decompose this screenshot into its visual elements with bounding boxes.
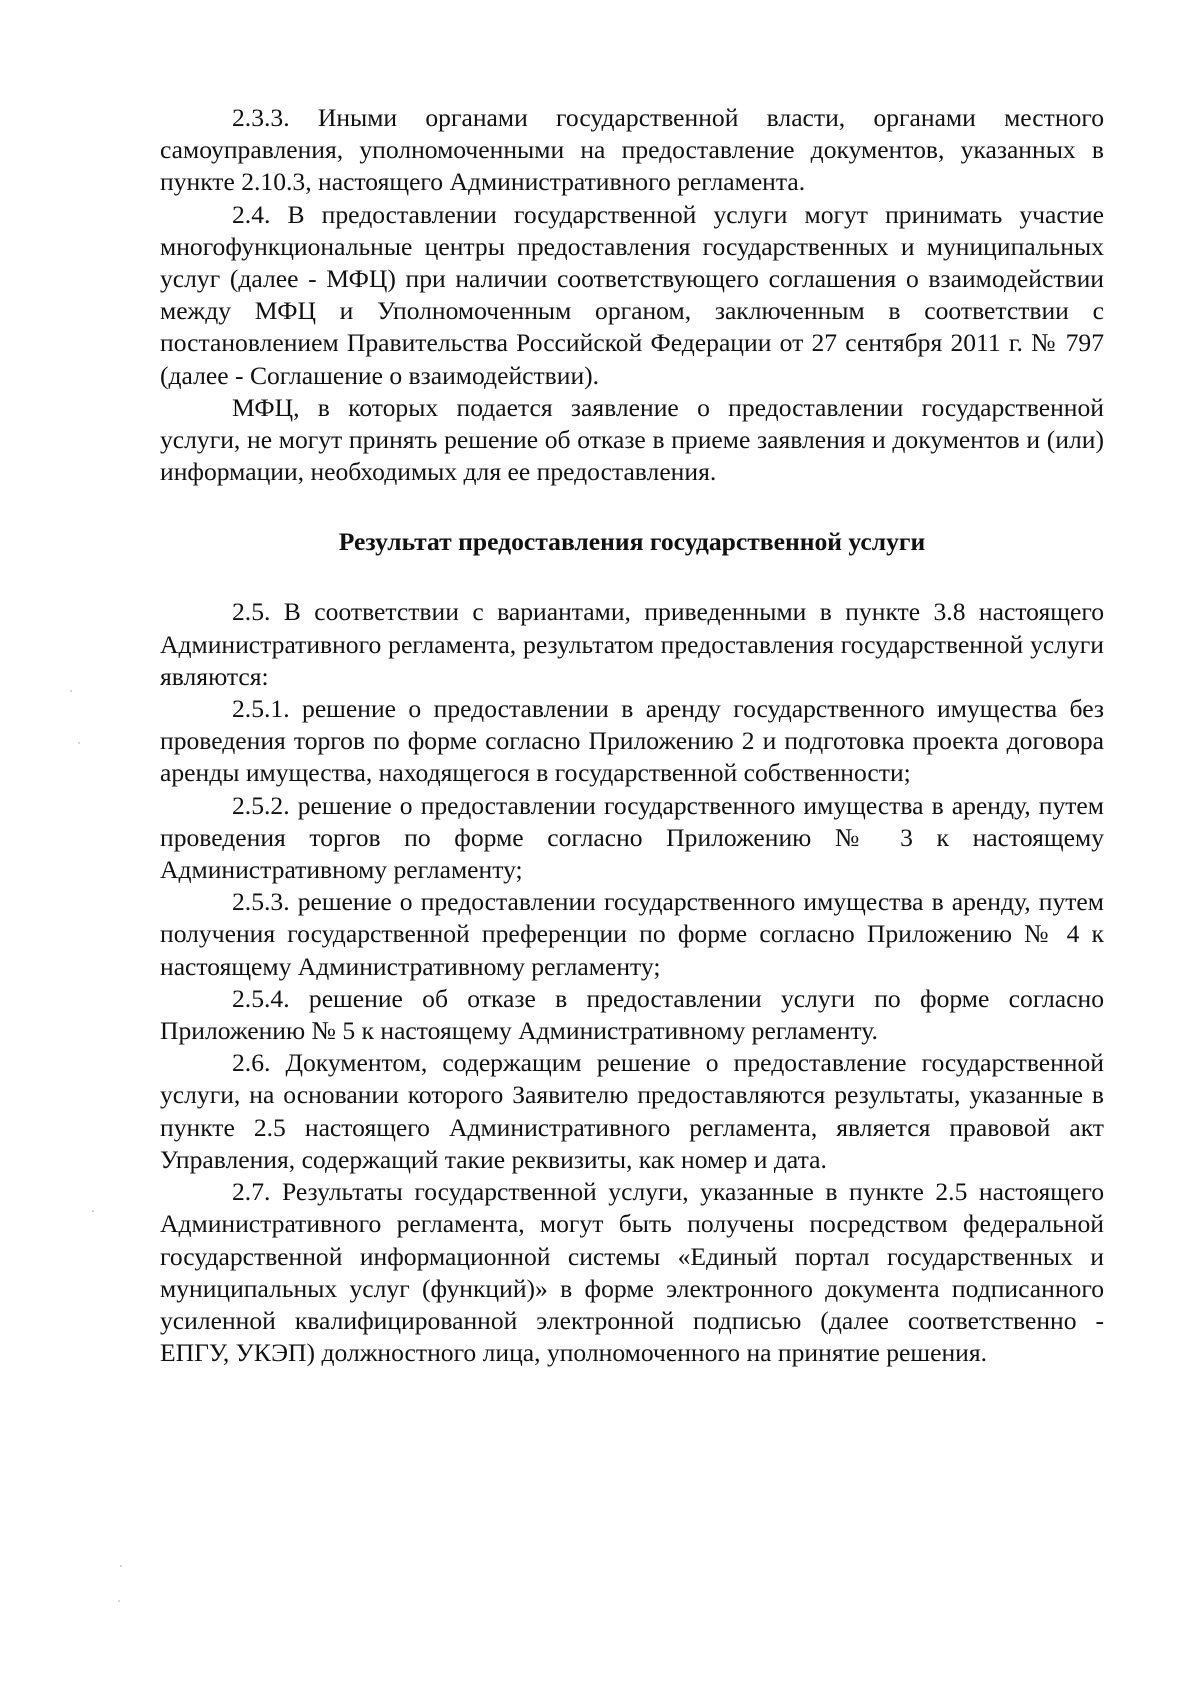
paragraph-2-3-3: 2.3.3. Иными органами государственной власти, органами местного самоуправления, уполномоченными на предоставление документов, указанных в пункте 2.10.3, настоящего Административного регламента. xyxy=(160,103,1104,197)
paragraph-2-5-1: 2.5.1. решение о предоставлении в аренду государственного имущества без проведения торгов по форме согласно Приложению 2 и подготовка проекта договора аренды имущества, находящегося в государственной собственности; xyxy=(160,694,1104,788)
scan-speck xyxy=(92,1210,94,1212)
scan-speck xyxy=(78,742,80,744)
paragraph-2-7: 2.7. Результаты государственной услуги, указанные в пункте 2.5 настоящего Административного регламента, могут быть получены посредством федеральной государственной информационной системы «Единый портал государственных и муниципальных услуг (функций)» в форме электронного документа подписанного усиленной квалифицированной электронной подписью (далее соответственно - ЕПГУ, УКЭП) должностного лица, уполномоченного на принятие решения. xyxy=(160,1177,1104,1368)
paragraph-2-5: 2.5. В соответствии с вариантами, приведенными в пункте 3.8 настоящего Административного регламента, результатом предоставления государственной услуги являются: xyxy=(160,597,1104,691)
paragraph-mfc: МФЦ, в которых подается заявление о предоставлении государственной услуги, не могут принять решение об отказе в приеме заявления и документов и (или) информации, необходимых для ее предоставления. xyxy=(160,392,1104,487)
scan-speck xyxy=(120,1565,122,1567)
scan-speck xyxy=(118,1600,120,1602)
paragraph-2-6: 2.6. Документом, содержащим решение о предоставление государственной услуги, на основании которого Заявителю предоставляются результаты, указанные в пункте 2.5 настоящего Административного регламента, является правовой акт Управления, содержащий такие реквизиты, как номер и дата. xyxy=(160,1048,1104,1174)
section-heading: Результат предоставления государственной услуги xyxy=(338,527,926,557)
document-page xyxy=(160,102,1104,1369)
paragraph-2-5-3: 2.5.3. решение о предоставлении государственного имущества в аренду, путем получения государственной преференции по форме согласно Приложению № 4 к настоящему Административному регламенту; xyxy=(160,887,1104,981)
paragraph-2-5-4: 2.5.4. решение об отказе в предоставлении услуги по форме согласно Приложению № 5 к настоящему Административному регламенту. xyxy=(160,983,1104,1046)
paragraph-2-5-2: 2.5.2. решение о предоставлении государственного имущества в аренду, путем проведения торгов по форме согласно Приложению № 3 к настоящему Административному регламенту; xyxy=(160,790,1104,885)
scan-speck xyxy=(70,690,72,692)
paragraph-2-4: 2.4. В предоставлении государственной услуги могут принимать участие многофункциональные центры предоставления государственных и муниципальных услуг (далее - МФЦ) при наличии соответствующего соглашения о взаимодействии между МФЦ и Уполномоченным органом, заключенным в соответствии с постановлением Правительства Российской Федерации от 27 сентября 2011 г. № 797 (далее - Соглашение о взаимодействии). xyxy=(160,199,1104,390)
